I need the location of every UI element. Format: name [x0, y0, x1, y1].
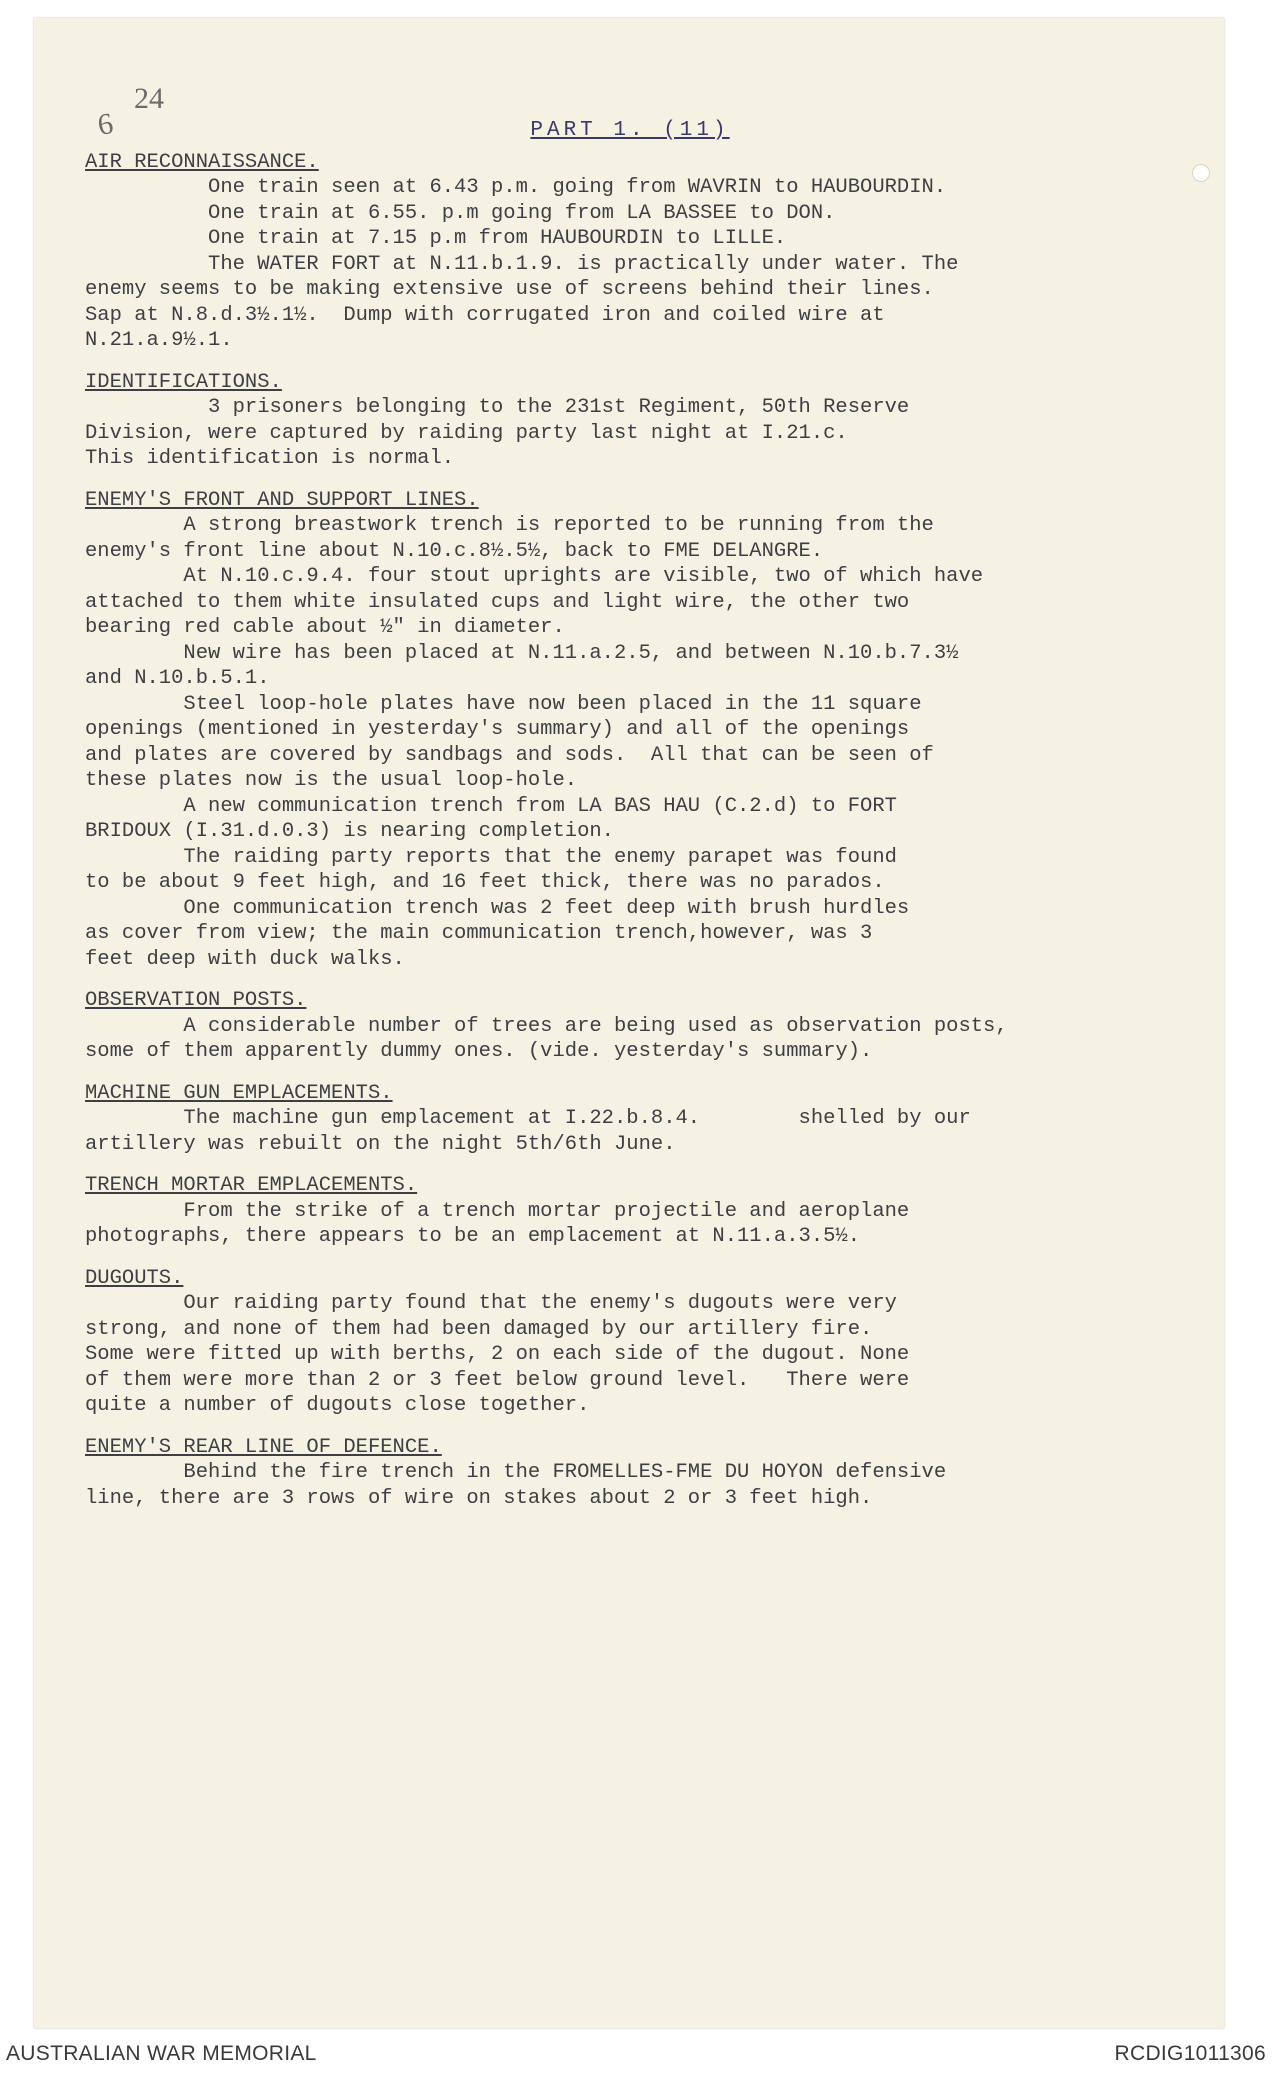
text-line: these plates now is the usual loop-hole.: [85, 769, 578, 792]
section: [85, 1173, 1175, 1250]
text-line: Division, were captured by raiding party last night at I.21.c.: [85, 421, 848, 445]
page-number: 24: [134, 82, 164, 115]
section-heading: AIR RECONNAISSANCE.: [85, 150, 319, 174]
text-line: Sap at N.8.d.3½.1½. Dump with corrugated iron and coiled wire at: [85, 303, 885, 327]
section: [85, 1435, 1175, 1512]
text-line: A new communication trench from LA BAS HAU (C.2.d) to FORT: [85, 794, 897, 818]
text-line: The raiding party reports that the enemy parapet was found: [85, 845, 897, 869]
text-line: line, there are 3 rows of wire on stakes about 2 or 3 feet high.: [85, 1486, 873, 1510]
text-line: This identification is normal.: [85, 447, 455, 470]
section-heading: DUGOUTS.: [85, 1266, 184, 1290]
text-line: A considerable number of trees are being used as observation posts,: [85, 1014, 1008, 1038]
section: [85, 150, 1175, 354]
text-line: 3 prisoners belonging to the 231st Regiment, 50th Reserve: [85, 396, 910, 419]
punch-hole: [1192, 164, 1210, 182]
text-line: Some were fitted up with berths, 2 on each side of the dugout. None: [85, 1343, 910, 1366]
text-line: and N.10.b.5.1.: [85, 667, 270, 690]
text-line: N.21.a.9½.1.: [85, 329, 233, 352]
text-line: some of them apparently dummy ones. (vide. yesterday's summary).: [85, 1040, 873, 1063]
text-line: Steel loop-hole plates have now been placed in the 11 square: [85, 692, 922, 716]
text-line: bearing red cable about ½" in diameter.: [85, 616, 565, 639]
footer-source: AUSTRALIAN WAR MEMORIAL: [6, 2042, 317, 2065]
text-line: and plates are covered by sandbags and sods. All that can be seen of: [85, 743, 934, 767]
text-line: The machine gun emplacement at I.22.b.8.4. shelled by our: [85, 1107, 971, 1130]
text-line: One train at 7.15 p.m from HAUBOURDIN to LILLE.: [85, 227, 787, 250]
text-line: A strong breastwork trench is reported to be running from the: [85, 514, 934, 537]
section: [85, 370, 1175, 472]
section-heading: IDENTIFICATIONS.: [85, 370, 282, 394]
text-line: One communication trench was 2 feet deep with brush hurdles: [85, 896, 910, 920]
document-body: [85, 118, 1175, 1527]
section-heading: ENEMY'S REAR LINE OF DEFENCE.: [85, 1435, 442, 1459]
text-line: of them were more than 2 or 3 feet below ground level. There were: [85, 1368, 910, 1392]
text-line: From the strike of a trench mortar projectile and aeroplane: [85, 1199, 910, 1223]
section-heading: TRENCH MORTAR EMPLACEMENTS.: [85, 1174, 418, 1197]
text-line: At N.10.c.9.4. four stout uprights are visible, two of which have: [85, 565, 984, 588]
section-heading: ENEMY'S FRONT AND SUPPORT LINES.: [85, 488, 479, 512]
text-line: enemy's front line about N.10.c.8½.5½, back to FME DELANGRE.: [85, 539, 824, 563]
text-line: photographs, there appears to be an emplacement at N.11.a.3.5½.: [85, 1225, 861, 1248]
text-line: Our raiding party found that the enemy's dugouts were very: [85, 1292, 897, 1315]
text-line: attached to them white insulated cups and light wire, the other two: [85, 590, 910, 614]
section: [85, 988, 1175, 1065]
text-line: artillery was rebuilt on the night 5th/6th June.: [85, 1132, 676, 1156]
footer-id: RCDIG1011306: [1114, 2042, 1266, 2065]
section-heading: MACHINE GUN EMPLACEMENTS.: [85, 1081, 393, 1105]
text-line: One train at 6.55. p.m going from LA BASSEE to DON.: [85, 201, 836, 225]
sections: [85, 150, 1175, 1512]
text-line: openings (mentioned in yesterday's summary) and all of the openings: [85, 718, 910, 741]
text-line: strong, and none of them had been damaged by our artillery fire.: [85, 1317, 873, 1341]
section: [85, 1081, 1175, 1158]
text-line: One train seen at 6.43 p.m. going from WAVRIN to HAUBOURDIN.: [85, 176, 947, 199]
section-heading: OBSERVATION POSTS.: [85, 989, 307, 1012]
text-line: to be about 9 feet high, and 16 feet thick, there was no parados.: [85, 871, 885, 894]
page-title: PART 1. (11): [530, 119, 730, 142]
text-line: BRIDOUX (I.31.d.0.3) is nearing completion.: [85, 820, 614, 843]
text-line: The WATER FORT at N.11.b.1.9. is practically under water. The: [85, 252, 959, 276]
section: [85, 1266, 1175, 1419]
text-line: New wire has been placed at N.11.a.2.5, and between N.10.b.7.3½: [85, 641, 959, 665]
text-line: as cover from view; the main communication trench,however, was 3: [85, 922, 873, 945]
text-line: feet deep with duck walks.: [85, 947, 405, 971]
text-line: enemy seems to be making extensive use of screens behind their lines.: [85, 278, 934, 301]
text-line: quite a number of dugouts close together.: [85, 1394, 590, 1417]
section: [85, 488, 1175, 973]
text-line: Behind the fire trench in the FROMELLES-FME DU HOYON defensive: [85, 1461, 947, 1484]
handwritten-mark: 6: [95, 106, 116, 143]
